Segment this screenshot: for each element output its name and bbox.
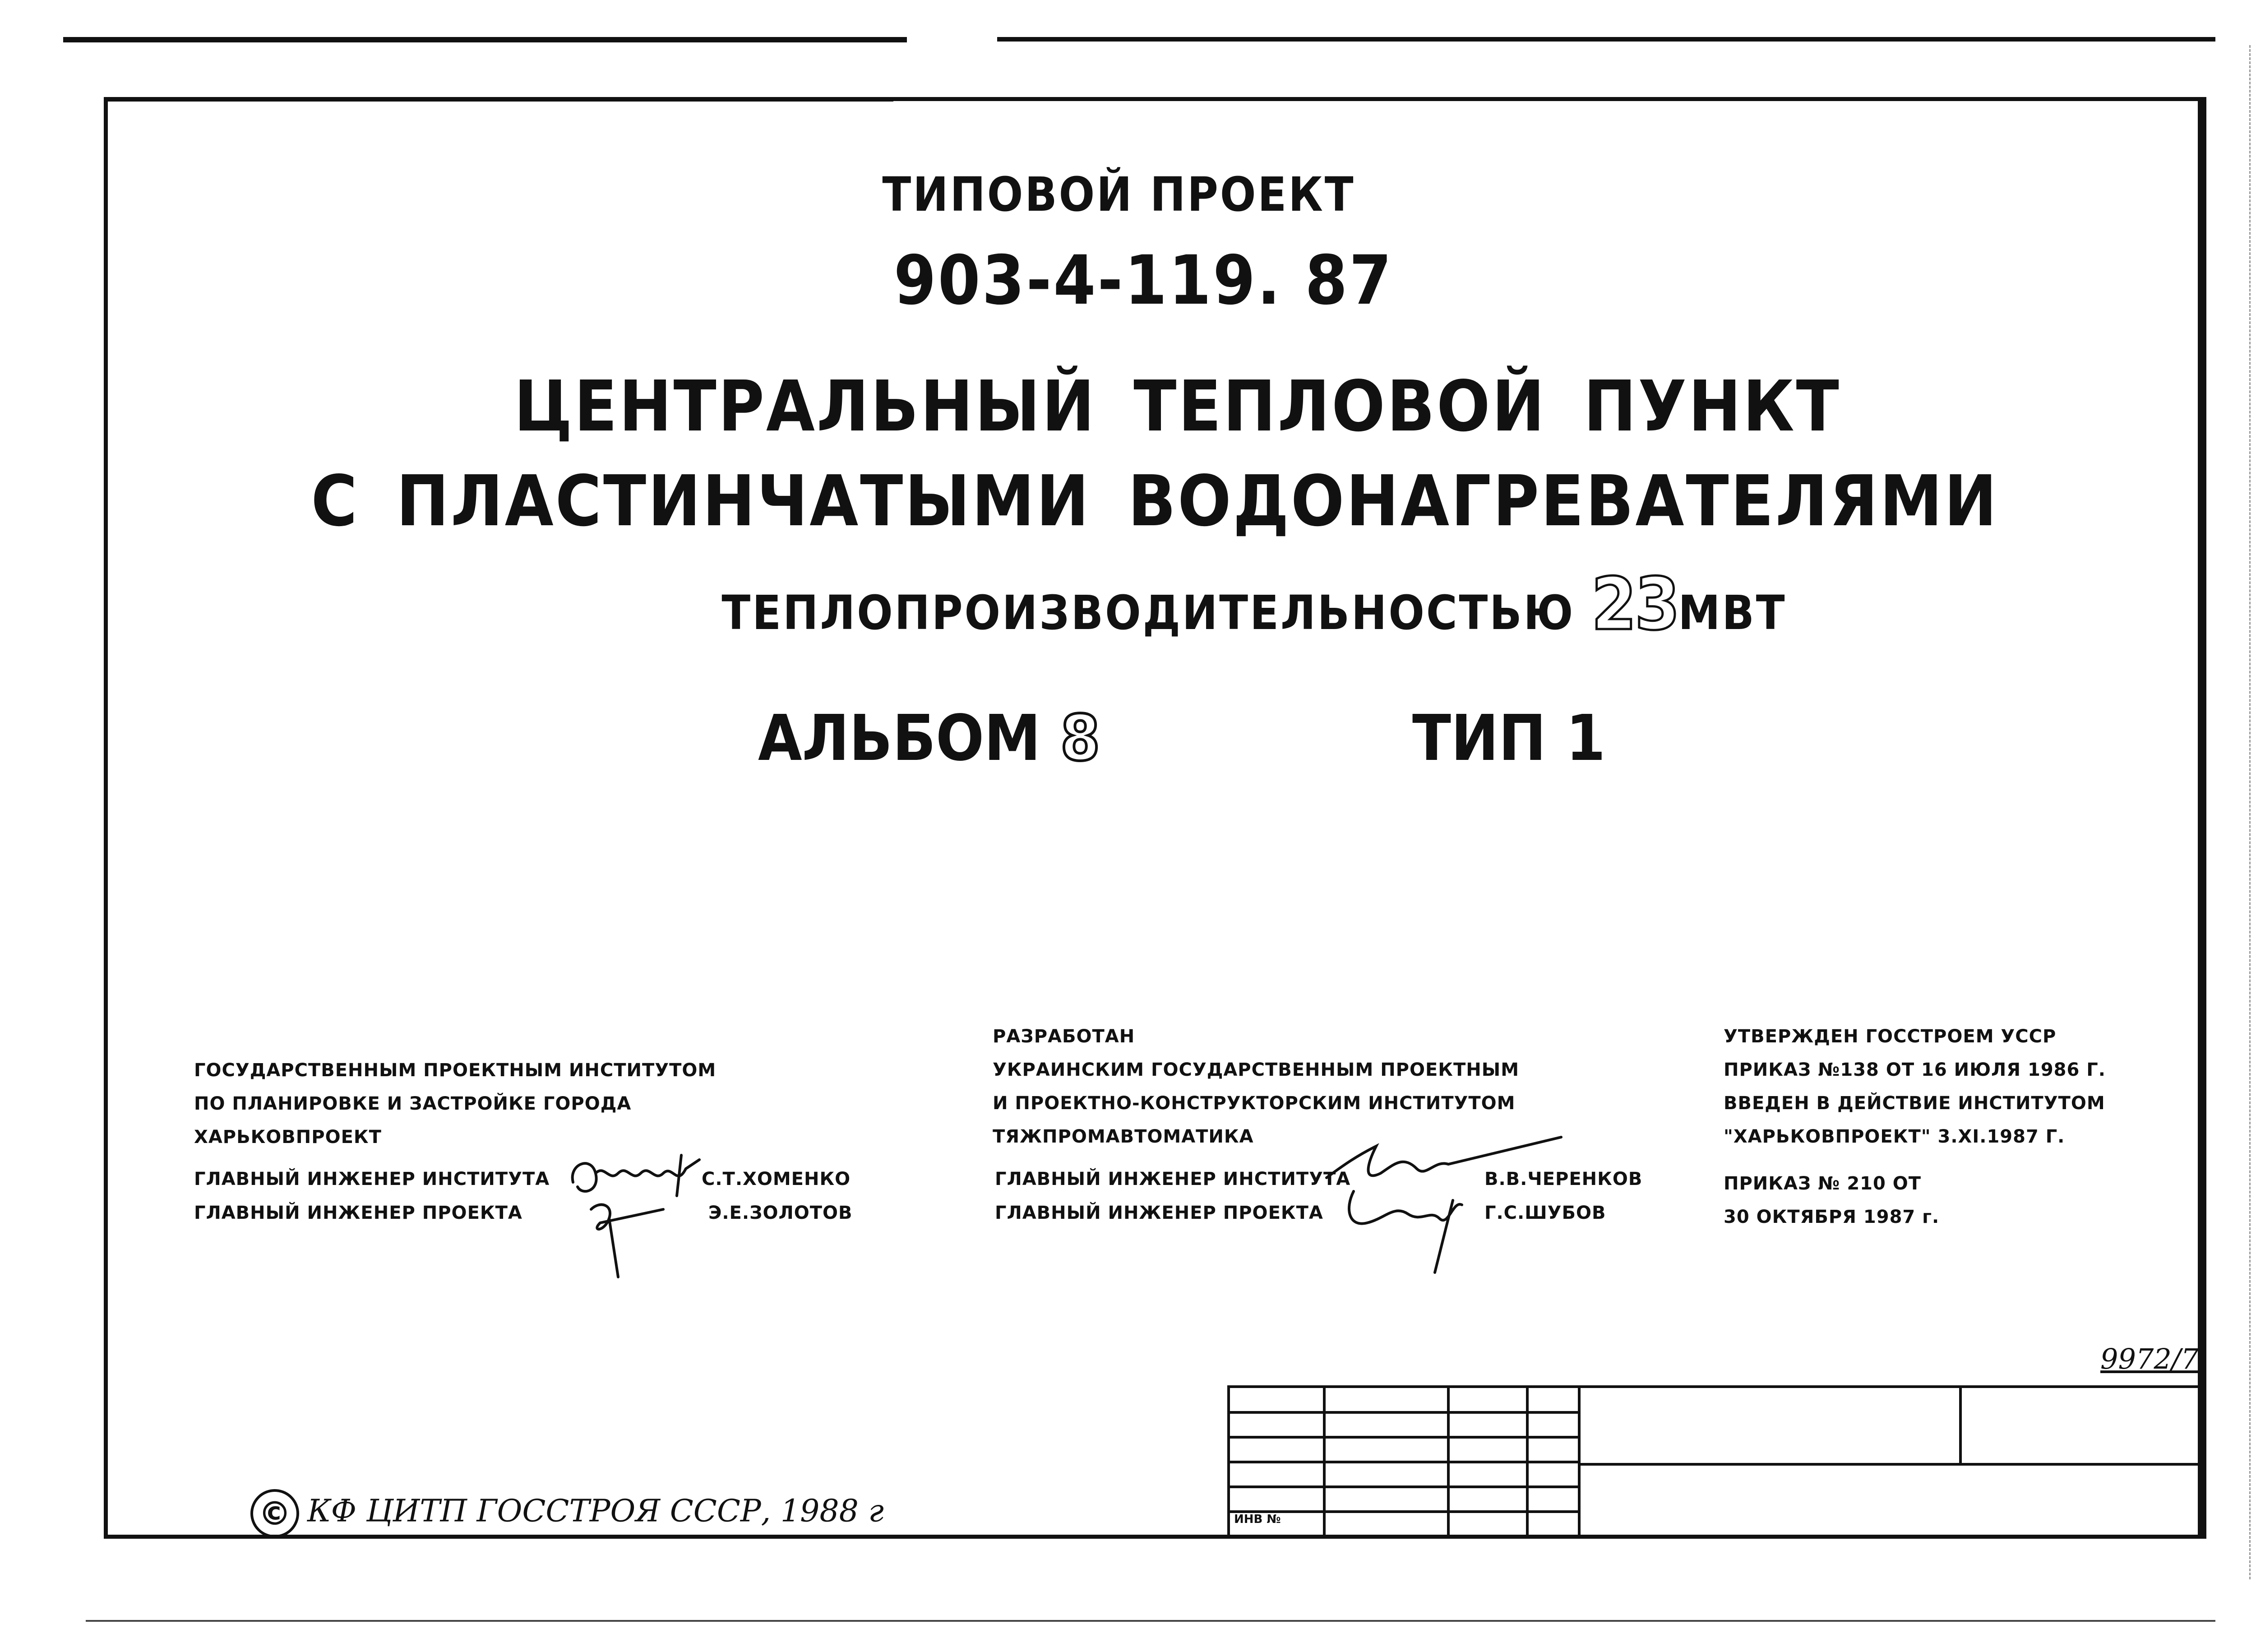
middle-role-1: ГЛАВНЫЙ ИНЖЕНЕР ИНСТИТУТА — [995, 1169, 1351, 1189]
project-number: 903-4-119. 87 — [893, 241, 1394, 320]
right-line: "ХАРЬКОВПРОЕКТ" 3.XI.1987 Г. — [1724, 1126, 2065, 1147]
left-name-1: С.Т.ХОМЕНКО — [702, 1169, 851, 1189]
capacity-unit: МВТ — [1678, 585, 1787, 640]
document-number: 9972/7 — [2100, 1342, 2199, 1375]
copyright-text: КФ ЦИТП ГОССТРОЯ СССР, 1988 г — [307, 1493, 884, 1529]
left-name-2: Э.Е.ЗОЛОТОВ — [708, 1203, 853, 1223]
type-label — [1412, 702, 1605, 775]
series-title: ТИПОВОЙ ПРОЕКТ — [882, 167, 1355, 222]
middle-line: И ПРОЕКТНО-КОНСТРУКТОРСКИМ ИНСТИТУТОМ — [993, 1093, 1516, 1114]
right-line: ВВЕДЕН В ДЕЙСТВИЕ ИНСТИТУТОМ — [1724, 1093, 2105, 1114]
right-line: 30 ОКТЯБРЯ 1987 г. — [1724, 1207, 1940, 1227]
album-label — [758, 702, 1100, 775]
middle-role-2: ГЛАВНЫЙ ИНЖЕНЕР ПРОЕКТА — [995, 1203, 1323, 1223]
left-line: ГОСУДАРСТВЕННЫМ ПРОЕКТНЫМ ИНСТИТУТОМ — [194, 1060, 717, 1081]
album-number: 8 — [1060, 702, 1100, 775]
middle-line: ТЯЖПРОМАВТОМАТИКА — [993, 1126, 1254, 1147]
top-rule-left — [63, 37, 907, 42]
right-line: ПРИКАЗ № 210 ОТ — [1724, 1173, 1922, 1194]
type-word: ТИП — [1412, 702, 1546, 775]
right-line: ПРИКАЗ №138 ОТ 16 ИЮЛЯ 1986 Г. — [1724, 1060, 2106, 1080]
signature-khomenko — [564, 1146, 713, 1282]
inventory-number-label: ИНВ № — [1234, 1513, 1281, 1526]
album-word: АЛЬБОМ — [758, 702, 1041, 775]
copyright-icon: © — [250, 1489, 299, 1538]
right-line: УТВЕРЖДЕН ГОССТРОЕМ УССР — [1724, 1026, 2057, 1047]
left-organization — [194, 1054, 716, 1154]
signature-cherenkov — [1318, 1128, 1570, 1277]
copyright — [250, 1489, 884, 1538]
middle-name-2: Г.С.ШУБОВ — [1484, 1203, 1606, 1223]
left-line: ПО ПЛАНИРОВКЕ И ЗАСТРОЙКЕ ГОРОДА — [194, 1093, 632, 1114]
top-rule-right — [997, 37, 2215, 42]
capacity-prefix: ТЕПЛОПРОИЗВОДИТЕЛЬНОСТЬЮ — [721, 585, 1575, 640]
left-line: ХАРЬКОВПРОЕКТ — [194, 1127, 382, 1148]
title-capacity — [108, 562, 2256, 646]
title-block-stamp — [1227, 1385, 2206, 1539]
middle-name-1: В.В.ЧЕРЕНКОВ — [1484, 1169, 1643, 1189]
middle-line: РАЗРАБОТАН — [993, 1026, 1135, 1047]
right-approval — [1724, 1020, 2106, 1234]
left-role-1: ГЛАВНЫЙ ИНЖЕНЕР ИНСТИТУТА — [194, 1169, 550, 1189]
right-margin-ticks — [2249, 45, 2252, 1579]
title-line-1: ЦЕНТРАЛЬНЫЙ ТЕПЛОВОЙ ПУНКТ — [514, 366, 1841, 447]
bottom-rule — [86, 1620, 2215, 1622]
middle-line: УКРАИНСКИМ ГОСУДАРСТВЕННЫМ ПРОЕКТНЫМ — [993, 1060, 1520, 1080]
title-line-2: С ПЛАСТИНЧАТЫМИ ВОДОНАГРЕВАТЕЛЯМИ — [311, 460, 1999, 542]
capacity-value: 23 — [1591, 562, 1678, 646]
left-role-2: ГЛАВНЫЙ ИНЖЕНЕР ПРОЕКТА — [194, 1203, 522, 1223]
type-number: 1 — [1566, 702, 1606, 775]
